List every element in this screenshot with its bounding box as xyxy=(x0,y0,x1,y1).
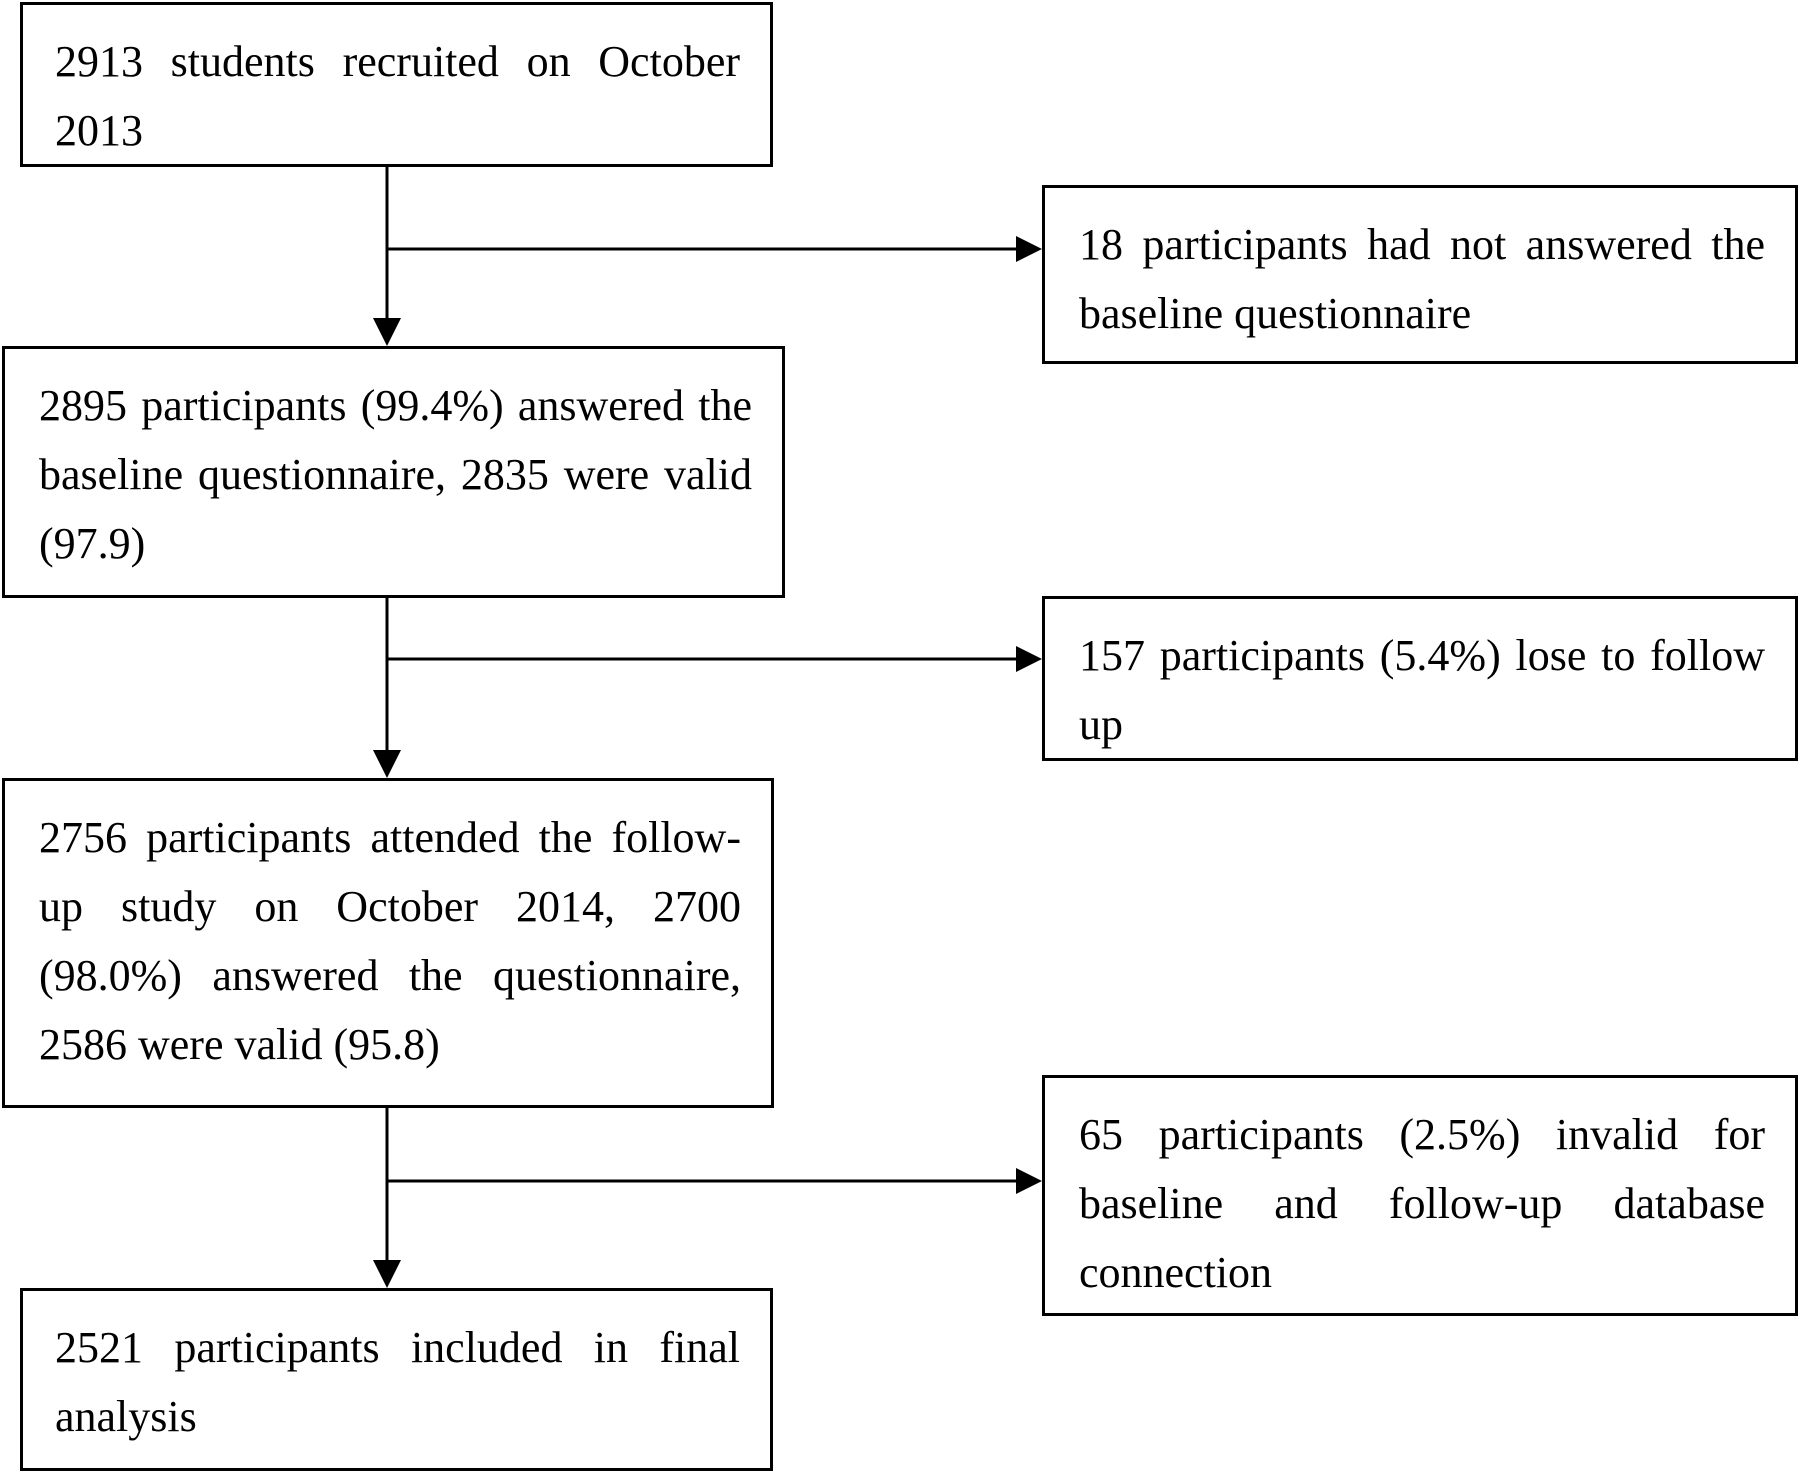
recruitment-text: 2913 students recruited on October 2013 xyxy=(55,37,740,155)
right-arrow-head xyxy=(1016,1168,1042,1194)
final-analysis-box xyxy=(20,1288,773,1471)
exclusion-box-follow-up-loss xyxy=(1042,596,1798,761)
exclusion-box-baseline xyxy=(1042,185,1798,364)
connector-step-3 xyxy=(373,1108,1042,1288)
connector-step-2 xyxy=(373,598,1042,778)
exclusion-text-database: 65 participants (2.5%) invalid for baseline and follow-up database connection xyxy=(1079,1110,1765,1297)
down-arrow-head xyxy=(373,750,401,778)
down-arrow-head xyxy=(373,1260,401,1288)
exclusion-box-database xyxy=(1042,1075,1798,1316)
right-arrow-head xyxy=(1016,646,1042,672)
follow-up-text: 2756 participants attended the follow-up study on October 2014, 2700 (98.0%) answered the questionnaire, 2586 were valid (95.8) xyxy=(39,813,741,1069)
follow-up-box xyxy=(2,778,774,1108)
final-analysis-text: 2521 participants included in final analysis xyxy=(55,1323,740,1441)
recruitment-box xyxy=(20,2,773,167)
exclusion-text-baseline: 18 participants had not answered the baseline questionnaire xyxy=(1079,220,1765,338)
baseline-text: 2895 participants (99.4%) answered the baseline questionnaire, 2835 were valid (97.9) xyxy=(39,381,752,568)
right-arrow-head xyxy=(1016,236,1042,262)
baseline-box xyxy=(2,346,785,598)
connector-step-1 xyxy=(373,167,1042,346)
down-arrow-head xyxy=(373,318,401,346)
exclusion-text-follow-up-loss: 157 participants (5.4%) lose to follow up xyxy=(1079,631,1765,749)
